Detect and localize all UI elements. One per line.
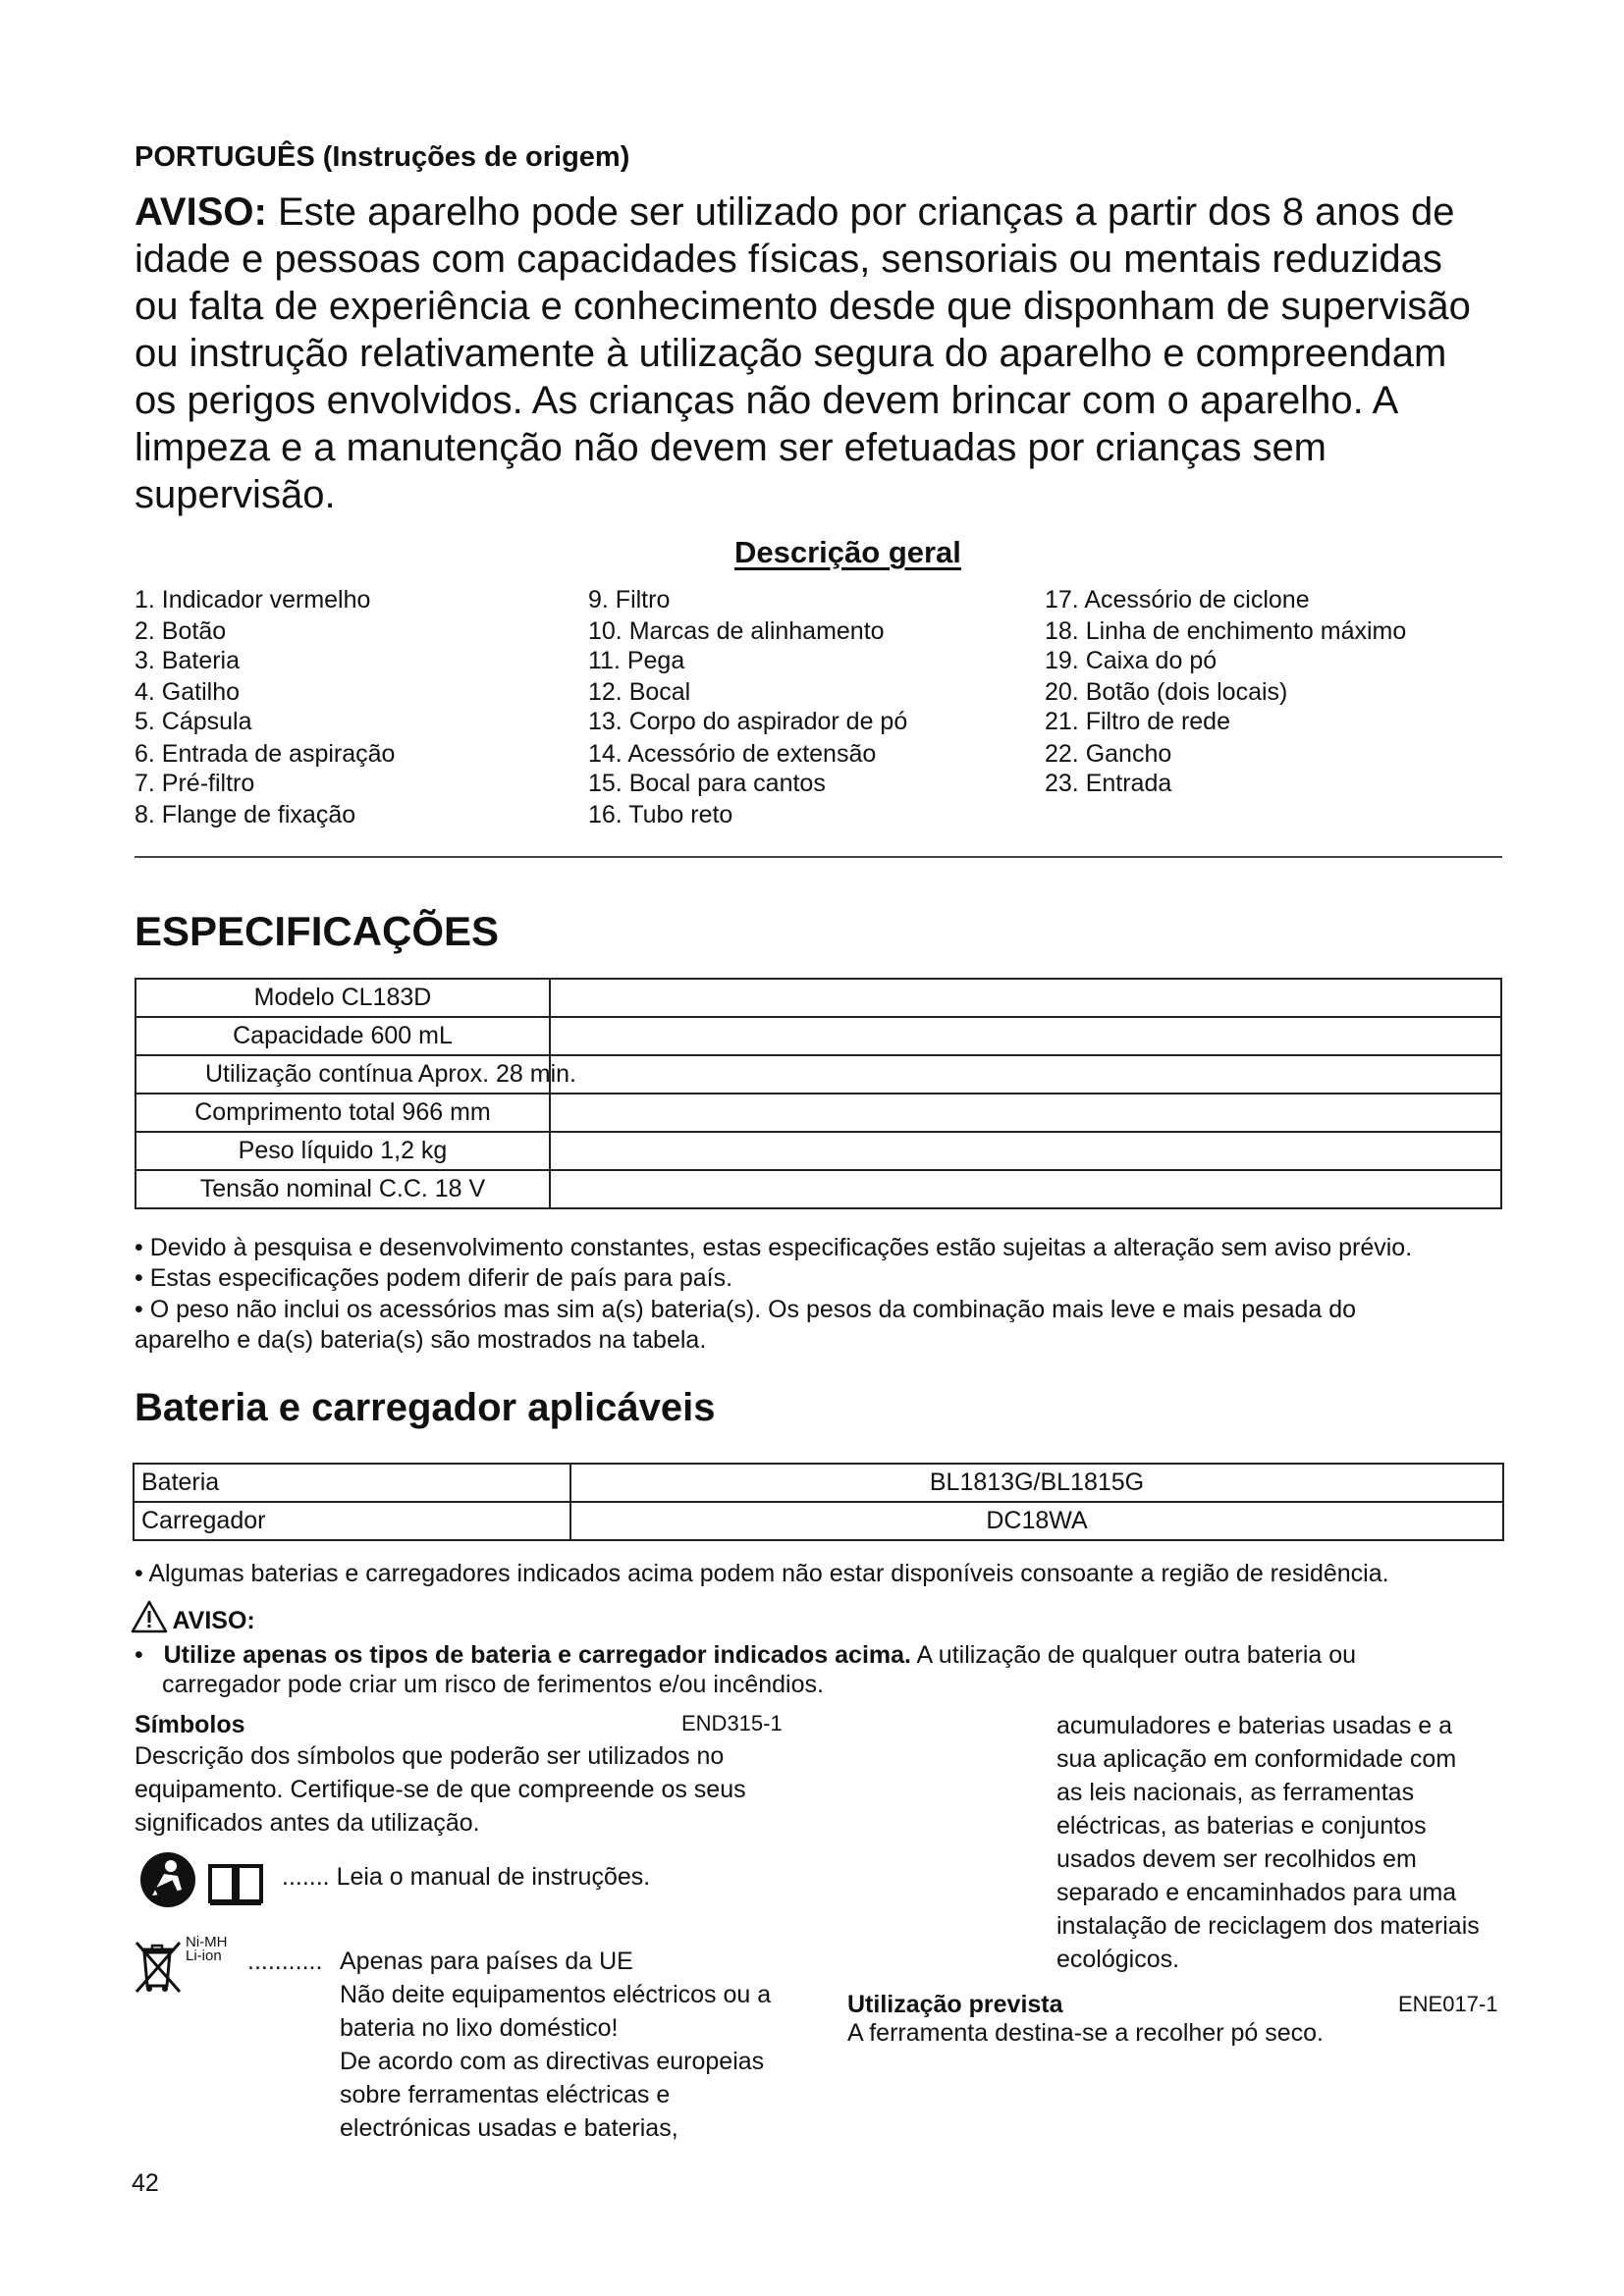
part-item: 16. Tubo reto [588, 801, 733, 828]
spec-empty-cell [550, 1017, 1501, 1055]
battery-type-tags [186, 1936, 228, 1963]
nimh-tag: Ni-MH [186, 1934, 228, 1950]
table-row [135, 979, 1501, 1017]
general-description-title: Descrição geral [734, 535, 961, 569]
part-item: 7. Pré-filtro [135, 770, 255, 797]
warning-line: os perigos envolvidos. As crianças não devem brincar com o aparelho. A [135, 379, 1399, 422]
liion-tag: Li-ion [186, 1948, 222, 1964]
spec-empty-cell [550, 979, 1501, 1017]
charger-value: DC18WA [570, 1502, 1503, 1540]
note-item: • Devido à pesquisa e desenvolvimento constantes, estas especificações estão sujeitas a alteração sem aviso prévio. [135, 1234, 1413, 1261]
spec-empty-cell [550, 1132, 1501, 1170]
eu-disposal-text: Apenas para países da UE Não deite equipamentos eléctricos ou a bateria no lixo doméstico! De acordo com as directivas europeias sobre ferramentas eléctricas e electrónicas usadas e baterias, [340, 1948, 772, 2142]
note-item: • Estas especificações podem diferir de país para país. [135, 1264, 733, 1292]
table-row [134, 1502, 1503, 1540]
battery-warning: • Utilize apenas os tipos de bateria e carregador indicados acima. A utilização de qualquer outra bateria ou carregador pode criar um risco de ferimentos e/ou incêndios. [135, 1641, 1357, 1698]
part-item: 14. Acessório de extensão [588, 740, 877, 768]
part-item: 18. Linha de enchimento máximo [1045, 617, 1407, 645]
part-item: 20. Botão (dois locais) [1045, 678, 1288, 706]
page-number: 42 [132, 2169, 159, 2197]
spec-cell: Utilização contínua Aprox. 28 min. [135, 1055, 550, 1094]
book-icon [207, 1860, 264, 1909]
divider [135, 856, 1502, 858]
symbols-code: END315-1 [681, 1711, 783, 1735]
spec-empty-cell [550, 1094, 1501, 1132]
part-item: 2. Botão [135, 617, 227, 645]
read-manual-text: ....... Leia o manual de instruções. [282, 1863, 651, 1891]
battery-label: Bateria [134, 1464, 570, 1502]
part-item: 8. Flange de fixação [135, 801, 356, 828]
spec-cell: Tensão nominal C.C. 18 V [135, 1170, 550, 1208]
charger-label: Carregador [134, 1502, 570, 1540]
part-item: 5. Cápsula [135, 708, 252, 735]
section-header: PORTUGUÊS (Instruções de origem) [135, 141, 630, 173]
part-item: 12. Bocal [588, 678, 691, 706]
disposal-continued: acumuladores e baterias usadas e a sua aplicação em conformidade com as leis nacionais, as ferramentas eléctricas, as baterias e conjuntos usados devem ser recolhidos em separado e encaminhados para uma instalação de reciclagem dos materiais ecológicos. [1056, 1712, 1480, 1973]
part-item: 11. Pega [588, 647, 685, 674]
read-manual-icon [138, 1850, 197, 1909]
part-item: 3. Bateria [135, 647, 241, 674]
part-item: 21. Filtro de rede [1045, 708, 1230, 735]
warning-label: AVISO: [135, 190, 267, 234]
spec-cell: Capacidade 600 mL [135, 1017, 550, 1055]
table-row [135, 1017, 1501, 1055]
warning-line: ou instrução relativamente à utilização segura do aparelho e compreendam [135, 332, 1447, 375]
eu-dots: ........... [247, 1948, 323, 1975]
read-manual-symbol [138, 1850, 264, 1914]
warning-triangle-icon [131, 1600, 168, 1633]
part-item: 9. Filtro [588, 586, 671, 614]
warning-line: AVISO: Este aparelho pode ser utilizado por crianças a partir dos 8 anos de [135, 190, 1455, 234]
table-row [135, 1094, 1501, 1132]
warning-line: limpeza e a manutenção não devem ser efetuadas por crianças sem [135, 426, 1327, 469]
warning-label: AVISO: [172, 1607, 255, 1634]
table-row [134, 1464, 1503, 1502]
intended-use-code: ENE017-1 [1398, 1992, 1498, 2016]
part-item: 6. Entrada de aspiração [135, 740, 396, 768]
note-item: • O peso não inclui os acessórios mas sim a(s) bateria(s). Os pesos da combinação mais leve e mais pesada do [135, 1296, 1357, 1323]
part-item: 23. Entrada [1045, 770, 1172, 797]
table-row [135, 1055, 1501, 1094]
spec-cell: Peso líquido 1,2 kg [135, 1132, 550, 1170]
part-item: 10. Marcas de alinhamento [588, 617, 885, 645]
battery-table [133, 1463, 1504, 1541]
warning-line: ou falta de experiência e conhecimento desde que disponham de supervisão [135, 285, 1471, 328]
table-row [135, 1132, 1501, 1170]
part-item: 22. Gancho [1045, 740, 1172, 768]
spec-cell: Comprimento total 966 mm [135, 1094, 550, 1132]
safety-warning [135, 188, 1509, 518]
intended-use-text: A ferramenta destina-se a recolher pó seco. [847, 2019, 1324, 2047]
specifications-title: ESPECIFICAÇÕES [135, 908, 500, 954]
battery-title: Bateria e carregador aplicáveis [135, 1386, 716, 1429]
specifications-table [135, 978, 1502, 1209]
warning-bold: Utilize apenas os tipos de bateria e carregador indicados acima. [163, 1641, 911, 1669]
warning-heading [131, 1600, 255, 1635]
part-item: 1. Indicador vermelho [135, 586, 371, 614]
warning-line: supervisão. [135, 473, 336, 516]
symbols-description: Descrição dos símbolos que poderão ser utilizados no equipamento. Certifique-se de que compreende os seus significados antes da utilização. [135, 1742, 746, 1837]
part-item: 4. Gatilho [135, 678, 241, 706]
symbols-title: Símbolos [135, 1711, 245, 1738]
part-item: 15. Bocal para cantos [588, 770, 826, 797]
crossed-bin-icon [133, 1939, 184, 1996]
warning-line: idade e pessoas com capacidades físicas, sensoriais ou mentais reduzidas [135, 238, 1442, 281]
part-item: 13. Corpo do aspirador de pó [588, 708, 908, 735]
part-item: 17. Acessório de ciclone [1045, 586, 1310, 614]
part-item: 19. Caixa do pó [1045, 647, 1218, 674]
weee-symbol [133, 1939, 184, 2001]
spec-empty-cell [550, 1170, 1501, 1208]
battery-value: BL1813G/BL1815G [570, 1464, 1503, 1502]
table-row [135, 1170, 1501, 1208]
intended-use-title: Utilização prevista [847, 1991, 1063, 2018]
spec-cell: Modelo CL183D [135, 979, 550, 1017]
note-item: aparelho e da(s) bateria(s) são mostrados na tabela. [135, 1326, 707, 1354]
spec-empty-cell [550, 1055, 1501, 1094]
